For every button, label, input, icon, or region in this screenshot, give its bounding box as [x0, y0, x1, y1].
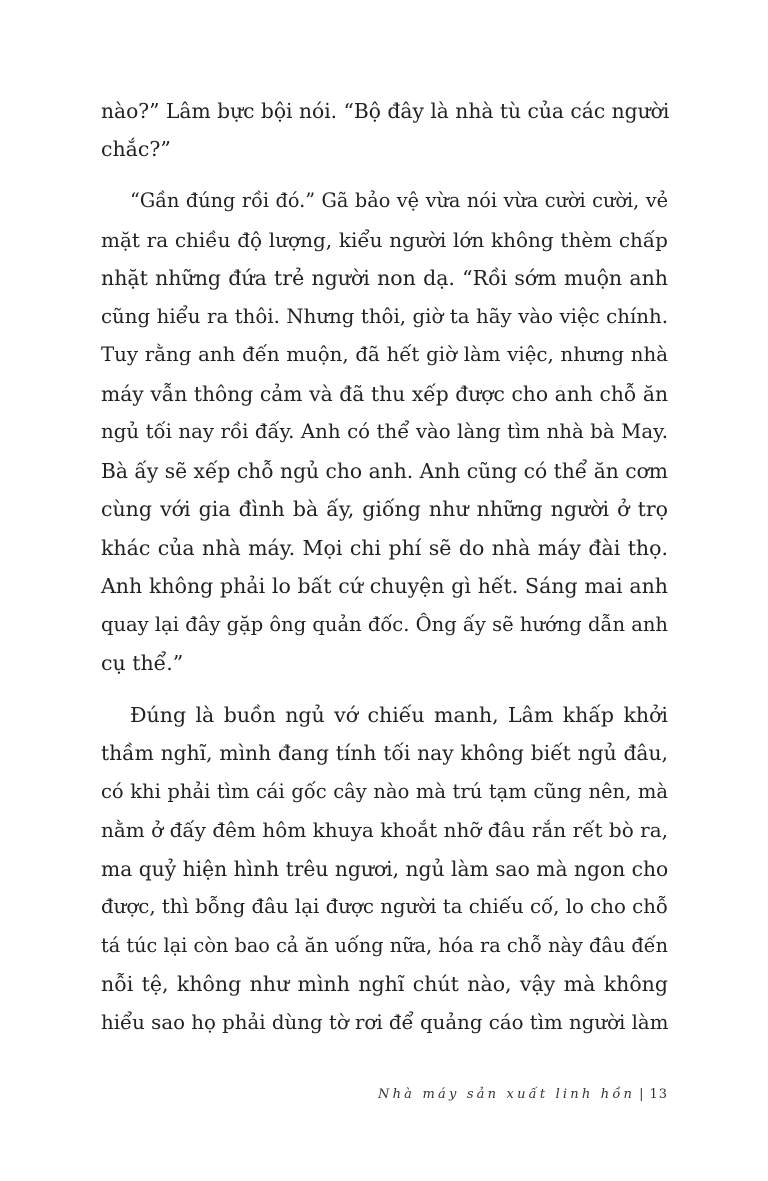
text-line: chắc?”: [101, 137, 171, 161]
text-line: tá túc lại còn bao cả ăn uống nữa, hóa ra chỗ này đâu đến: [101, 934, 668, 957]
footer-separator: |: [639, 1087, 644, 1102]
text-line: mặt ra chiều độ lượng, kiểu người lớn không thèm chấp: [101, 228, 668, 252]
book-title: Nhà máy sản xuất linh hồn: [378, 1087, 636, 1102]
text-line: Đúng là buồn ngủ vớ chiếu manh, Lâm khấp khởi: [130, 703, 668, 727]
text-line: nằm ở đấy đêm hôm khuya khoắt nhỡ đâu rắn rết bò ra,: [101, 818, 668, 842]
text-line: Bà ấy sẽ xếp chỗ ngủ cho anh. Anh cũng có thể ăn cơm: [101, 459, 668, 483]
text-line: “Gần đúng rồi đó.” Gã bảo vệ vừa nói vừa cười cười, vẻ: [130, 189, 668, 212]
text-line: có khi phải tìm cái gốc cây nào mà trú tạm cũng nên, mà: [101, 780, 668, 803]
text-line: máy vẫn thông cảm và đã thu xếp được cho anh chỗ ăn: [101, 382, 668, 406]
page-number: 13: [649, 1087, 668, 1102]
text-line: nào?” Lâm bực bội nói. “Bộ đây là nhà tù của các người: [101, 99, 670, 123]
text-line: cụ thể.”: [101, 651, 184, 675]
text-line: cũng hiểu ra thôi. Nhưng thôi, giờ ta hãy vào việc chính.: [101, 305, 668, 328]
running-footer: [378, 1085, 668, 1105]
text-line: thầm nghĩ, mình đang tính tối nay không biết ngủ đâu,: [101, 741, 668, 765]
text-line: quay lại đây gặp ông quản đốc. Ông ấy sẽ hướng dẫn anh: [101, 613, 668, 636]
text-line: hiểu sao họ phải dùng tờ rơi để quảng cáo tìm người làm: [101, 1011, 669, 1034]
text-line: nhặt những đứa trẻ người non dạ. “Rồi sớm muộn anh: [101, 266, 668, 290]
text-line: nỗi tệ, không như mình nghĩ chút nào, vậy mà không: [101, 972, 668, 996]
text-line: Anh không phải lo bất cứ chuyện gì hết. Sáng mai anh: [101, 574, 668, 598]
text-line: cùng với gia đình bà ấy, giống như những người ở trọ: [101, 497, 668, 521]
text-line: khác của nhà máy. Mọi chi phí sẽ do nhà máy đài thọ.: [101, 536, 668, 560]
text-line: ma quỷ hiện hình trêu ngươi, ngủ làm sao mà ngon cho: [101, 857, 669, 881]
text-line: ngủ tối nay rồi đấy. Anh có thể vào làng tìm nhà bà May.: [101, 420, 668, 443]
text-line: được, thì bỗng đâu lại được người ta chiếu cố, lo cho chỗ: [101, 895, 668, 918]
text-line: Tuy rằng anh đến muộn, đã hết giờ làm việc, nhưng nhà: [101, 343, 668, 366]
